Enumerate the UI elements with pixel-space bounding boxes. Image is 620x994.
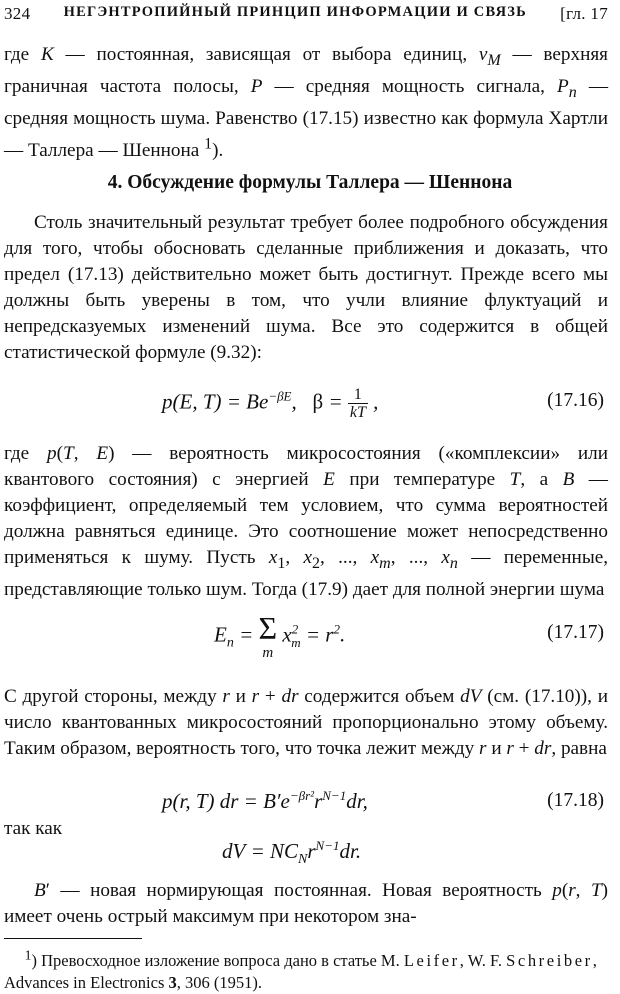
chapter-ref: [гл. 17 [560,4,608,23]
paragraph-2: Столь значительный результат требует более подробного обсуждения для того, чтобы обосновать сделанные приближения и доказать, что предел (17.13) действительно может быть достигнут. Прежде всего мы должны быть уверены в том, что учли влияние флуктуаций и непредсказуемых изменений шума. Все это содержится в общей статистической формуле (9.32): [4,212,608,363]
equation-17-18-number: (17.18) [547,790,604,811]
paragraph-3-text: где p(T, E) — вероятность микросостояния («комплексии» или квантового состояния) с энергией E при температуре T, а B — коэффициент, определяемый тем условием, что сумма вероятностей должна равняться единице. Это соотношение может непосредственно применяться к шуму. Пусть $x_1$, $x_2$, ..., $x_m$, ..., $x_n$ — переменные, представляющие только шум. Тогда (17.9) дает для полной энергии шума [4,443,609,600]
equation-17-16 [4,378,608,422]
footnote-text: $^1$) Превосходное изложение вопроса дано в статье M. Leifer, W. F. Schreiber, Advances in Electronics 3, 306 (1951). [4,947,597,992]
equation-dv [4,838,608,868]
page-number: 324 [4,4,31,23]
running-title: НЕГЭНТРОПИЙНЫЙ ПРИНЦИП ИНФОРМАЦИИ И СВЯЗЬ [63,4,527,20]
equation-dv-body: dV = $NC_Nr^{N-1}dr$. [222,838,362,868]
equation-17-17-number: (17.17) [547,622,604,643]
footnote [4,944,608,994]
paragraph-3 [4,441,608,603]
equation-17-17 [4,608,608,672]
section-heading: 4. Обсуждение формулы Таллера — Шеннона [107,172,513,193]
equation-17-17-body: $E_n$ = Σ m $x^2_m = r^2$. [214,610,346,661]
paragraph-4 [4,684,608,762]
equation-17-18 [4,788,608,818]
footnote-rule [4,938,142,939]
paragraph-6 [4,878,608,930]
paragraph-1-text: где K — постоянная, зависящая от выбора единиц, $\nu_M$ — верхняя граничная частота полосы, P — средняя мощность сигнала, $P_n$ — средняя мощность шума. Равенство (17.15) известно как формула Хартли — Таллера — Шеннона $^1$). [4,44,608,162]
paragraph-4-text: С другой стороны, между r и r + dr содержится объем dV (см. (17.10)), и число квантованных микросостояний пропорционально этому объему. Таким образом, вероятность того, что точка лежит между r и r + dr, равна [4,686,608,759]
equation-17-16-body: p(E, $T) = Be^{-\beta E}$, β = $\frac{1}{kT}$ , [162,386,379,421]
paragraph-1 [4,42,608,164]
paragraph-5: так как [4,818,63,839]
running-header [4,4,608,24]
paragraph-6-text: B′ — новая нормирующая постоянная. Новая вероятность p(r, T) имеет очень острый максимум при некотором зна- [4,880,609,927]
equation-17-18-body: p(r, T) dr = $B'e^{-\beta r^2}r^{N-1}dr$, [162,788,368,813]
equation-17-16-number: (17.16) [547,390,604,411]
